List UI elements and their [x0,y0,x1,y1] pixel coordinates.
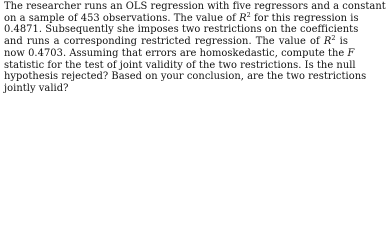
problem-line-3: 0.4871. Subsequently she imposes two restrictions on the coefficients [4,24,359,36]
r-squared-exponent: 2 [246,10,251,19]
line-2-text-b: for this regression is [250,12,359,24]
problem-line-7: hypothesis rejected? Based on your conclusion, are the two restrictions [4,71,367,83]
line-4-text-a: and runs a corresponding restricted regression. The value of [4,36,324,48]
line-4-text-b: is [335,36,348,48]
problem-text [0,0,386,107]
problem-line-2 [4,10,359,25]
r-squared-symbol: R [239,12,247,24]
problem-line-6: statistic for the test of joint validity of the two restrictions. Is the null [4,59,356,71]
problem-line-5 [4,47,355,60]
r-squared-exponent-2: 2 [331,34,336,43]
problem-line-4 [4,36,348,48]
f-symbol: F [347,47,355,59]
r-squared-symbol-2: R [323,36,332,48]
problem-line-8: jointly valid? [4,82,69,94]
problem-line-1: The researcher runs an OLS regression with five regressors and a constant [4,1,386,12]
line-5-text-a: now 0.4703. Assuming that errors are homoskedastic, compute the [4,47,348,59]
line-2-text-a: on a sample of 453 observations. The value of [4,12,240,24]
